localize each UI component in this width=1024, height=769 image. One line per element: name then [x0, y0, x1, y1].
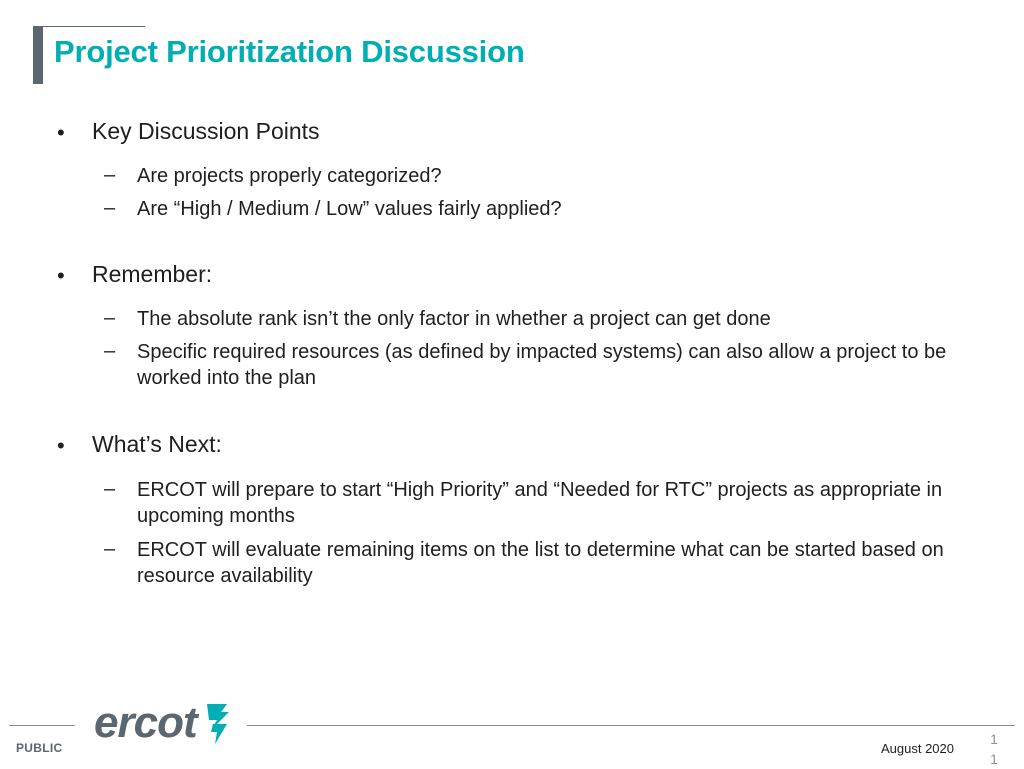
list-item: Are projects properly categorized? [137, 165, 442, 187]
title-accent-bar [33, 26, 43, 84]
dash-glyph: – [104, 538, 116, 560]
bullet-glyph: • [57, 433, 65, 458]
slide-title: Project Prioritization Discussion [54, 34, 525, 69]
logo-wordmark: ercot [94, 698, 197, 747]
list-item: ERCOT will evaluate remaining items on the list to determine what can be started based on resource availability [137, 539, 944, 587]
dash-glyph: – [104, 340, 116, 362]
bullet-glyph: • [57, 263, 65, 288]
classification-label: PUBLIC [16, 741, 63, 755]
dash-glyph: – [104, 307, 116, 329]
ercot-logo [94, 700, 231, 746]
list-item: Are “High / Medium / Low” values fairly applied? [137, 198, 562, 220]
footer-divider-right [247, 725, 1015, 726]
section-heading-key-discussion-points: Key Discussion Points [92, 118, 320, 144]
section-heading-whats-next: What’s Next: [92, 431, 222, 457]
section-heading-remember: Remember: [92, 261, 213, 287]
title-accent-line [43, 26, 145, 27]
ercot-bolt-icon [201, 700, 231, 746]
list-item: The absolute rank isn’t the only factor in whether a project can get done [137, 308, 771, 330]
dash-glyph: – [104, 478, 116, 500]
bullet-glyph: • [57, 120, 65, 145]
list-item: ERCOT will prepare to start “High Priority” and “Needed for RTC” projects as appropriate in upcoming months [137, 479, 943, 527]
dash-glyph: – [104, 164, 116, 186]
footer-date: August 2020 [880, 741, 954, 756]
page-number: 11 [990, 731, 998, 767]
dash-glyph: – [104, 197, 116, 219]
list-item: Specific required resources (as defined by impacted systems) can also allow a project to be worked into the plan [137, 341, 947, 389]
footer-divider-left [9, 725, 75, 726]
